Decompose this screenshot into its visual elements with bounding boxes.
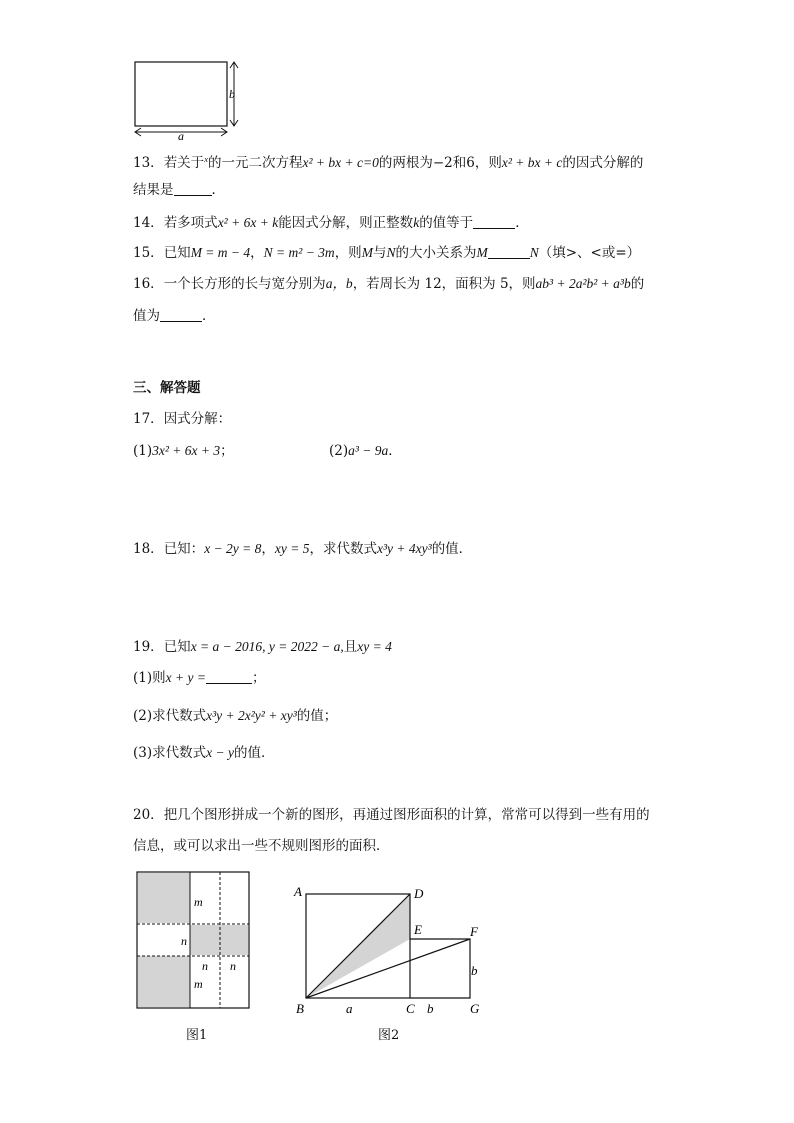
- label-a: a: [178, 129, 184, 142]
- question-17-part1: (1)3x² + 6x + 3；: [133, 443, 234, 459]
- label-n-mid: n: [202, 959, 208, 973]
- answer-blank: [160, 307, 202, 322]
- label-b-bottom: b: [427, 1001, 434, 1016]
- question-19: 19．已知x = a − 2016, y = 2022 − a,且xy = 4: [133, 639, 392, 655]
- vertex-B: B: [296, 1001, 304, 1016]
- vertex-G: G: [470, 1001, 480, 1016]
- section-heading: 三、解答题: [133, 380, 201, 396]
- label-b-side: b: [471, 963, 478, 978]
- label-m-bottom: m: [194, 977, 203, 991]
- label-n-right: n: [230, 959, 236, 973]
- vertex-F: F: [470, 924, 478, 939]
- question-20-line2: 信息，或可以求出一些不规则图形的面积．: [133, 838, 390, 854]
- vertex-C: C: [406, 1001, 415, 1016]
- answer-blank: [488, 244, 530, 259]
- question-13-line1: 13．若关于$^x$的一元二次方程x² + bx + c=0的两根为−2和6，则x² + bx + c的因式分解的: [133, 154, 644, 171]
- answer-blank: [206, 669, 252, 684]
- question-19-part3: (3)求代数式x − y的值．: [133, 745, 275, 761]
- question-16-line1: 16．一个长方形的长与宽分别为a，b，若周长为 12，面积为 5，则ab³ + 2a²b² + a³b的: [133, 276, 645, 292]
- question-13-line2: 结果是 ．: [133, 182, 225, 198]
- figure-1-caption: 图1: [186, 1028, 208, 1043]
- question-19-part2: (2)求代数式x³y + 2x²y² + xy³的值；: [133, 708, 338, 724]
- label-a: a: [346, 1001, 353, 1016]
- figure-1: [130, 866, 256, 1012]
- label-m-top: m: [194, 895, 203, 909]
- vertex-D: D: [414, 886, 424, 901]
- label-n-left: n: [181, 934, 187, 948]
- question-17-title: 17．因式分解：: [133, 411, 232, 427]
- question-17-part2: (2)a³ − 9a．: [329, 443, 402, 459]
- label-b: b: [229, 87, 235, 101]
- vertex-E: E: [414, 922, 422, 937]
- question-20-line1: 20．把几个图形拼成一个新的图形，再通过图形面积的计算，常常可以得到一些有用的: [133, 807, 650, 823]
- question-15: 15．已知M = m − 4，N = m² − 3m，则M与N的大小关系为M N（填>、<或=）: [133, 245, 641, 261]
- question-14: 14．若多项式x² + 6x + k能因式分解，则正整数k的值等于 ．: [133, 215, 529, 231]
- vertex-A: A: [294, 884, 302, 899]
- question-18: 18．已知：x − 2y = 8，xy = 5，求代数式x³y + 4xy³的值．: [133, 541, 473, 557]
- rectangle-ab-figure: [128, 56, 248, 142]
- answer-blank: [174, 181, 212, 196]
- question-16-line2: 值为 ．: [133, 308, 216, 324]
- question-19-part1: (1)则x + y = ；: [133, 670, 266, 686]
- figure-2: [290, 880, 490, 1020]
- figure-2-caption: 图2: [378, 1028, 400, 1043]
- answer-blank: [473, 214, 515, 229]
